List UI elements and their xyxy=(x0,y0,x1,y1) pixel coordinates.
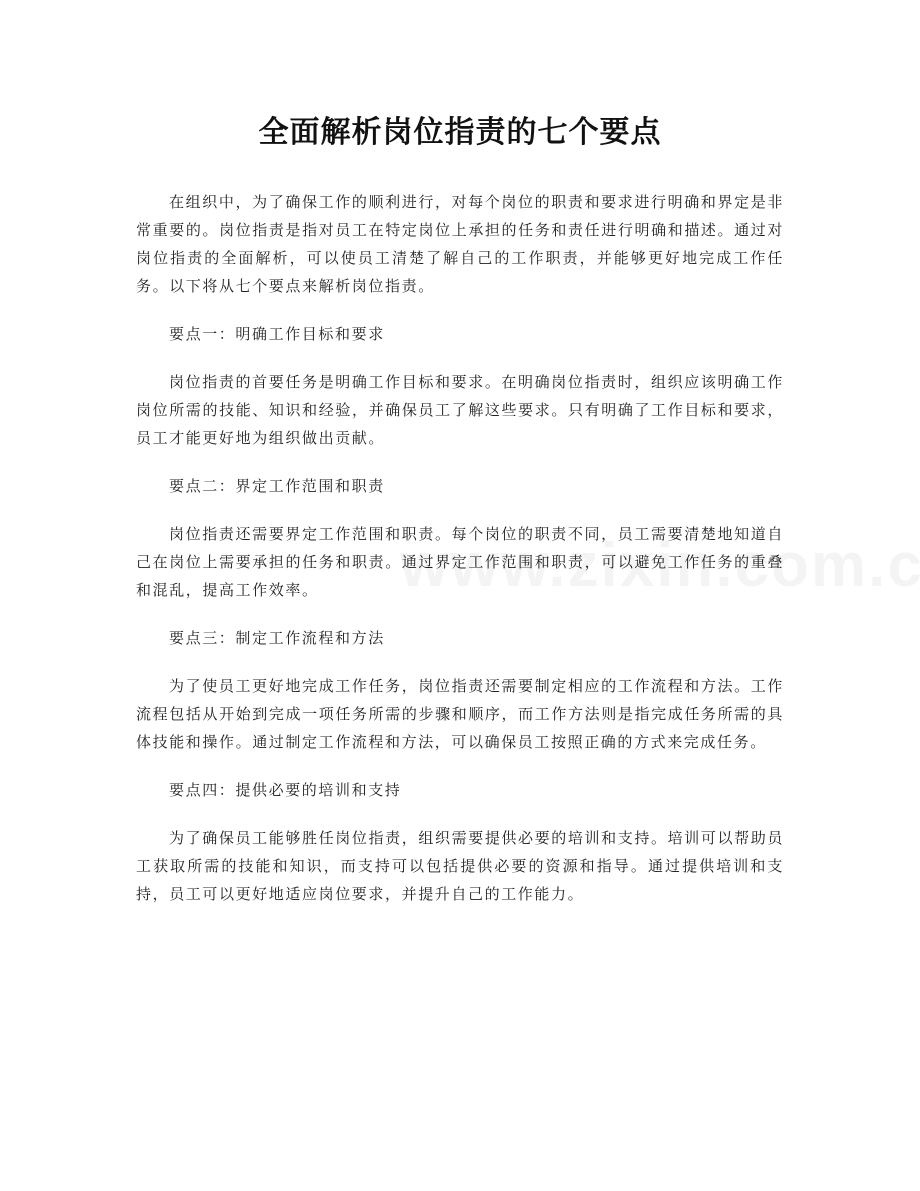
section-body-4: 为了确保员工能够胜任岗位指责，组织需要提供必要的培训和支持。培训可以帮助员工获取所需的技能和知识，而支持可以包括提供必要的资源和指导。通过提供培训和支持，员工可以更好地适应岗位要求，并提升自己的工作能力。 xyxy=(136,829,784,903)
section-heading-3: 要点三：制定工作流程和方法 xyxy=(169,629,385,647)
section-heading-2: 要点二：界定工作范围和职责 xyxy=(169,477,385,495)
document-title: 全面解析岗位指责的七个要点 xyxy=(258,115,662,150)
section-heading-4: 要点四：提供必要的培训和支持 xyxy=(169,781,402,799)
section-body-1: 岗位指责的首要任务是明确工作目标和要求。在明确岗位指责时，组织应该明确工作岗位所需的技能、知识和经验，并确保员工了解这些要求。只有明确了工作目标和要求，员工才能更好地为组织做出贡献。 xyxy=(136,373,784,447)
section-body-2: 岗位指责还需要界定工作范围和职责。每个岗位的职责不同，员工需要清楚地知道自己在岗位上需要承担的任务和职责。通过界定工作范围和职责，可以避免工作任务的重叠和混乱，提高工作效率。 xyxy=(136,525,784,599)
intro-paragraph: 在组织中，为了确保工作的顺利进行，对每个岗位的职责和要求进行明确和界定是非常重要的。岗位指责是指对员工在特定岗位上承担的任务和责任进行明确和描述。通过对岗位指责的全面解析，可以使员工清楚了解自己的工作职责，并能够更好地完成工作任务。以下将从七个要点来解析岗位指责。 xyxy=(136,193,784,295)
section-heading-1: 要点一：明确工作目标和要求 xyxy=(169,325,385,343)
section-body-3: 为了使员工更好地完成工作任务，岗位指责还需要制定相应的工作流程和方法。工作流程包括从开始到完成一项任务所需的步骤和顺序，而工作方法则是指完成任务所需的具体技能和操作。通过制定工作流程和方法，可以确保员工按照正确的方式来完成任务。 xyxy=(136,677,784,751)
